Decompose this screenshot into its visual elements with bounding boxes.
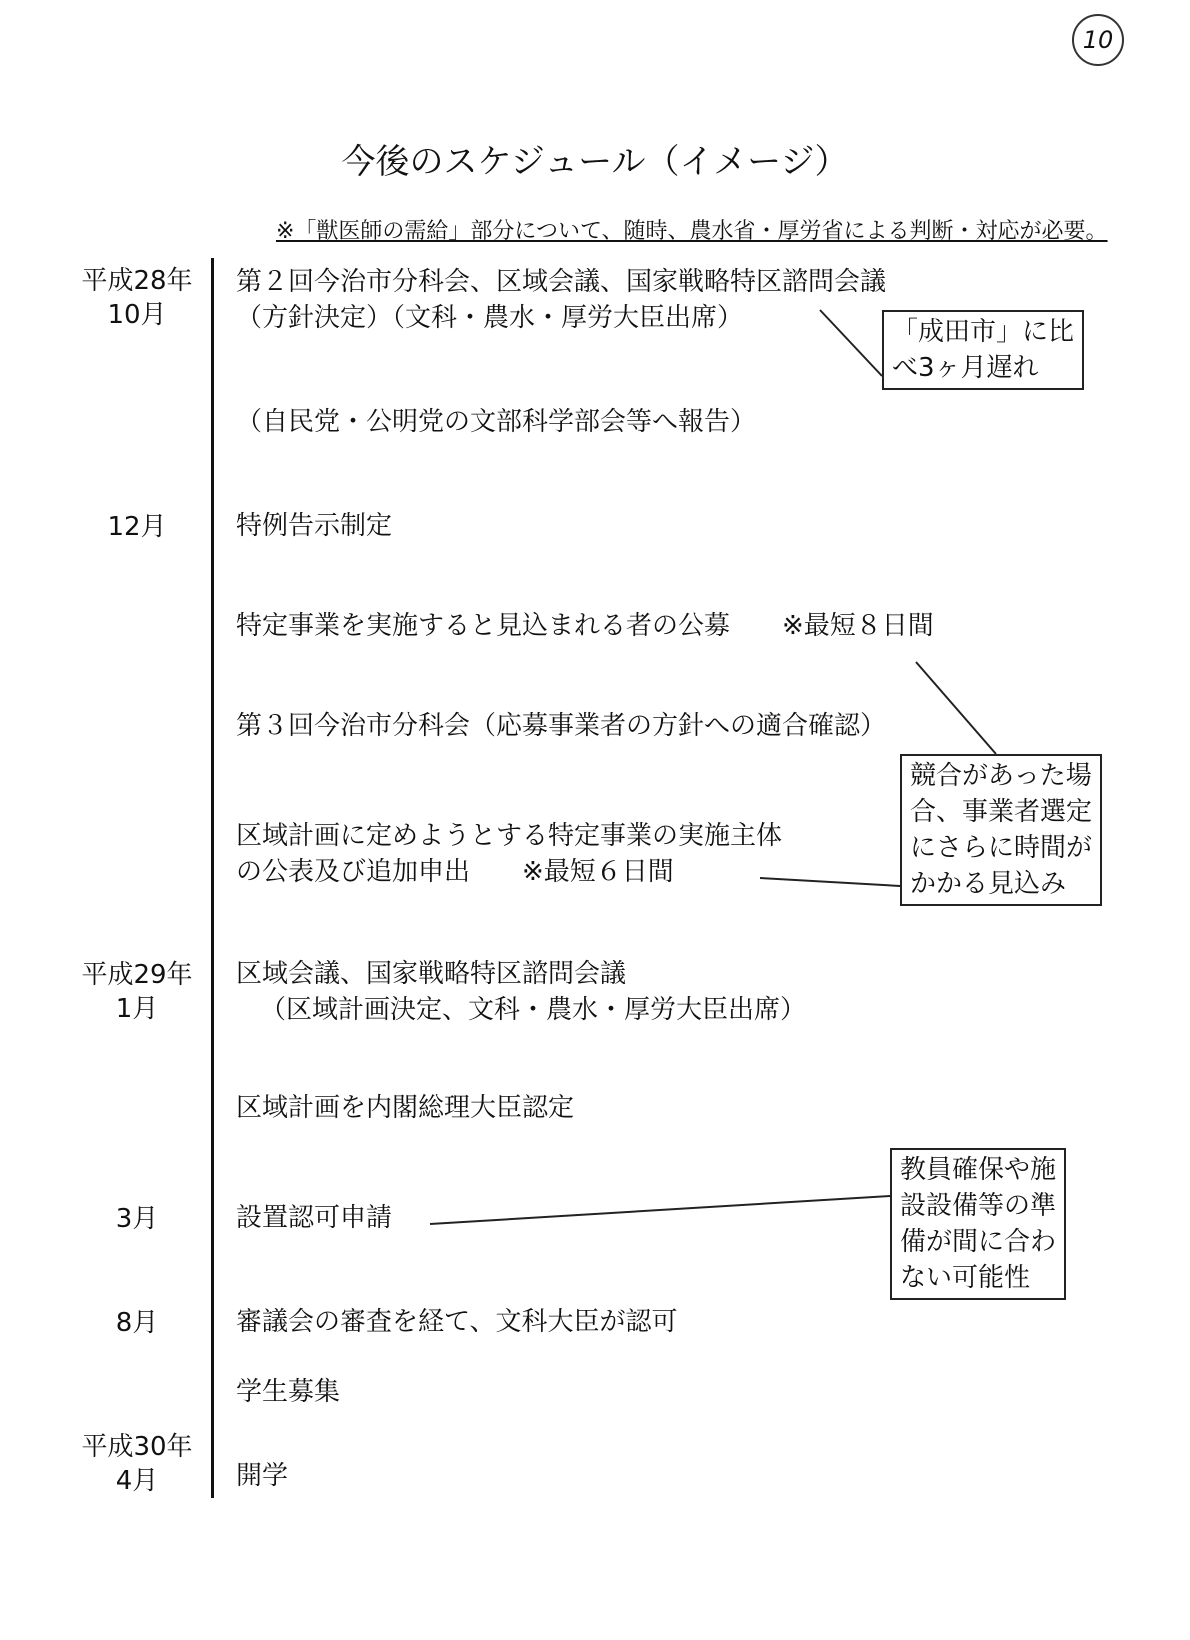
callout-narita bbox=[882, 310, 1084, 390]
callout-line: 「成田市」に比 bbox=[892, 317, 1075, 347]
connector-faculty bbox=[430, 1196, 890, 1224]
item-meeting-2 bbox=[236, 264, 886, 336]
page-title: 今後のスケジュール（イメージ） bbox=[341, 142, 849, 182]
date-month: 10月 bbox=[107, 300, 167, 330]
item-line: 区域会議、国家戦略特区諮問会議 bbox=[236, 959, 627, 989]
date-year: 平成28年 bbox=[81, 266, 193, 296]
callout-line: ない可能性 bbox=[900, 1263, 1031, 1293]
date-year: 平成30年 bbox=[81, 1432, 193, 1462]
item-pm-approval: 区域計画を内閣総理大臣認定 bbox=[236, 1093, 575, 1123]
date-month: 4月 bbox=[115, 1466, 159, 1496]
callout-line: かかる見込み bbox=[910, 869, 1067, 899]
connector-competition-top bbox=[916, 662, 996, 754]
callout-competition bbox=[900, 754, 1102, 906]
callout-line: 設設備等の準 bbox=[900, 1191, 1057, 1221]
item-line: 第２回今治市分科会、区域会議、国家戦略特区諮問会議 bbox=[236, 267, 887, 297]
callout-line: 教員確保や施 bbox=[900, 1155, 1057, 1185]
callout-line: べ3ヶ月遅れ bbox=[892, 353, 1039, 383]
date-month: 1月 bbox=[115, 994, 159, 1024]
date-aug: 8月 bbox=[115, 1308, 159, 1338]
date-mar: 3月 bbox=[115, 1204, 159, 1234]
date-h28-oct bbox=[62, 264, 212, 332]
date-h29-jan bbox=[62, 958, 212, 1026]
date-year: 平成29年 bbox=[81, 960, 193, 990]
item-regional-meeting bbox=[236, 956, 806, 1028]
item-publication bbox=[236, 818, 782, 890]
item-opening: 開学 bbox=[236, 1461, 289, 1491]
page-number-mark: 10 bbox=[1072, 14, 1124, 66]
callout-faculty bbox=[890, 1148, 1066, 1300]
item-line: （区域計画決定、文科・農水・厚労大臣出席） bbox=[260, 995, 807, 1025]
item-meeting-3: 第３回今治市分科会（応募事業者の方針への適合確認） bbox=[236, 711, 887, 741]
item-party-report: （自民党・公明党の文部科学部会等へ報告） bbox=[236, 407, 757, 437]
date-dec: 12月 bbox=[107, 512, 167, 542]
item-authorization: 審議会の審査を経て、文科大臣が認可 bbox=[236, 1307, 678, 1337]
callout-line: 備が間に合わ bbox=[900, 1227, 1057, 1257]
date-h30-apr bbox=[62, 1430, 212, 1498]
supply-note: ※「獣医師の需給」部分について、随時、農水省・厚労省による判断・対応が必要。 bbox=[276, 219, 1108, 244]
item-line: （方針決定）（文科・農水・厚労大臣出席） bbox=[236, 303, 744, 333]
item-application: 設置認可申請 bbox=[236, 1203, 393, 1233]
item-recruitment: 学生募集 bbox=[236, 1377, 341, 1407]
item-line: 区域計画に定めようとする特定事業の実施主体 bbox=[236, 821, 783, 851]
item-line: の公表及び追加申出 ※最短６日間 bbox=[236, 857, 674, 887]
callout-line: にさらに時間が bbox=[910, 833, 1093, 863]
callout-line: 競合があった場 bbox=[910, 761, 1092, 791]
item-notice: 特例告示制定 bbox=[236, 511, 393, 541]
item-solicitation: 特定事業を実施すると見込まれる者の公募 ※最短８日間 bbox=[236, 611, 934, 641]
callout-line: 合、事業者選定 bbox=[910, 797, 1093, 827]
